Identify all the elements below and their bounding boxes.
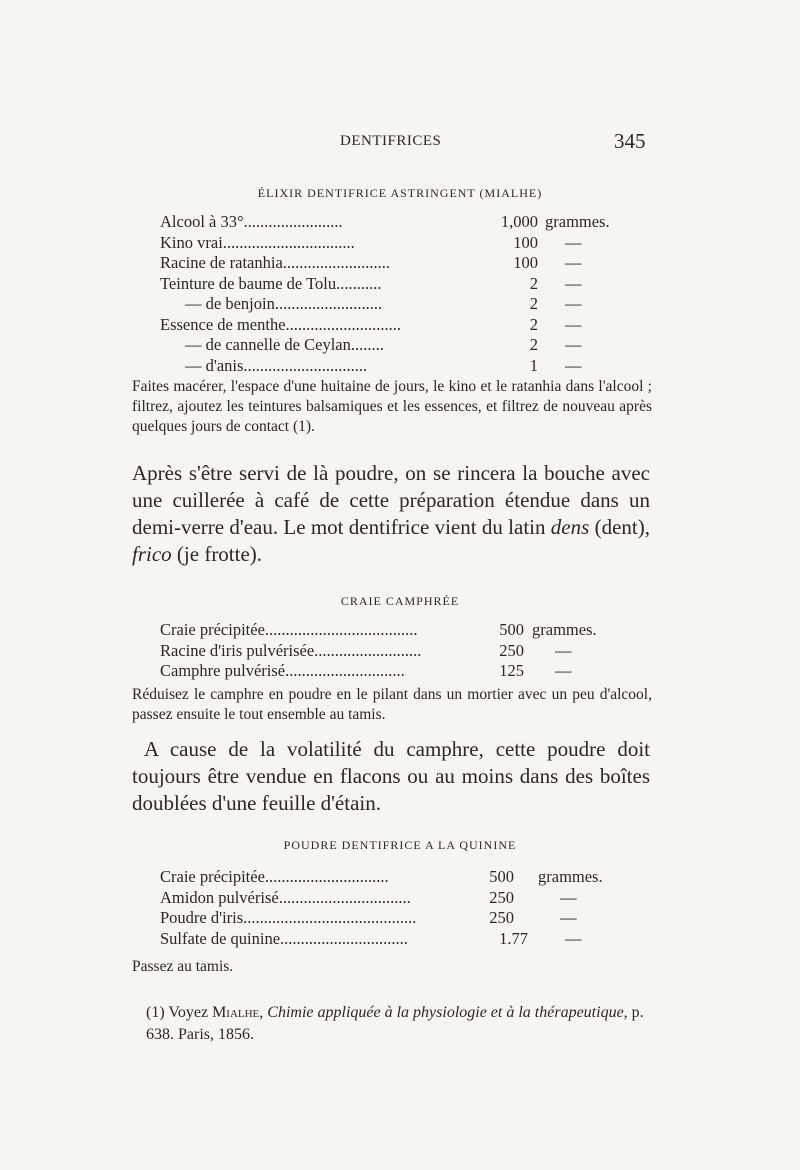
recipe-table-craie xyxy=(160,620,630,682)
table-row: — d'anis.............................. 1 — xyxy=(185,355,582,375)
table-row: Poudre d'iris.......................................... 250 — xyxy=(160,908,577,927)
table-row: Kino vrai................................ 100 — xyxy=(160,232,582,252)
recipe-table-quinine xyxy=(160,867,630,949)
footnote-book-title: Chimie appliquée à la physiologie et à la thérapeutique xyxy=(267,1004,624,1021)
table-row: — de cannelle de Ceylan........ 2 — xyxy=(185,335,582,354)
table-row: Amidon pulvérisé................................ 250 — xyxy=(160,887,577,907)
table-row: Racine de ratanhia.......................... 100 — xyxy=(160,253,582,272)
instruction-paragraph-craie: Réduisez le camphre en poudre en le pilant dans un mortier avec un peu d'alcool, passez ensuite le tout ensemble au tamis. xyxy=(132,686,652,723)
table-row: Essence de menthe............................ 2 — xyxy=(160,314,582,334)
body-paragraph-dentifrice: Après s'être servi de là poudre, on se rincera la bouche avec une cuillerée à café de cette préparation étendue dans un demi-verre d'eau. Le mot dentifrice vient du latin dens (dent), frico (je frotte). xyxy=(132,461,650,566)
table-row: Craie précipitée..................................... 500 grammes. xyxy=(160,620,597,639)
instruction-paragraph-elixir: Faites macérer, l'espace d'une huitaine de jours, le kino et le ratanhia dans l'alcool ; filtrez, ajoutez les teintures balsamiques et les essences, et filtrez de nouveau après quelques jours de contact (1). xyxy=(132,378,652,435)
table-row: Teinture de baume de Tolu........... 2 — xyxy=(160,273,582,293)
footnote: (1) Voyez Mialhe, Chimie appliquée à la physiologie et à la thérapeutique, p. 638. Paris, 1856. xyxy=(146,1004,644,1043)
page-number: 345 xyxy=(614,129,646,153)
section-title-elixir: ÉLIXIR DENTIFRICE ASTRINGENT (MIALHE) xyxy=(257,186,543,200)
body-paragraph-camphre: A cause de la volatilité du camphre, cette poudre doit toujours être vendue en flacons ou au moins dans des boîtes doublées d'une feuille d'étain. xyxy=(132,737,650,815)
table-row: — de benjoin.......................... 2 — xyxy=(185,294,582,313)
table-row: Camphre pulvérisé............................. 125 — xyxy=(160,661,572,680)
section-title-craie: CRAIE CAMPHRÉE xyxy=(340,594,460,608)
running-header: DENTIFRICES xyxy=(340,133,442,149)
instruction-paragraph-quinine: Passez au tamis. xyxy=(132,958,234,975)
footnote-author: Mialhe xyxy=(212,1004,260,1021)
section-title-quinine: POUDRE DENTIFRICE A LA QUININE xyxy=(283,838,517,852)
table-row: Craie précipitée.............................. 500 grammes. xyxy=(160,867,603,886)
table-row: Alcool à 33°........................ 1,000 grammes. xyxy=(160,212,610,231)
recipe-table-elixir xyxy=(160,212,620,376)
table-row: Racine d'iris pulvérisée.......................... 250 — xyxy=(160,640,572,660)
table-row: Sulfate de quinine............................... 1.77 — xyxy=(160,928,582,948)
